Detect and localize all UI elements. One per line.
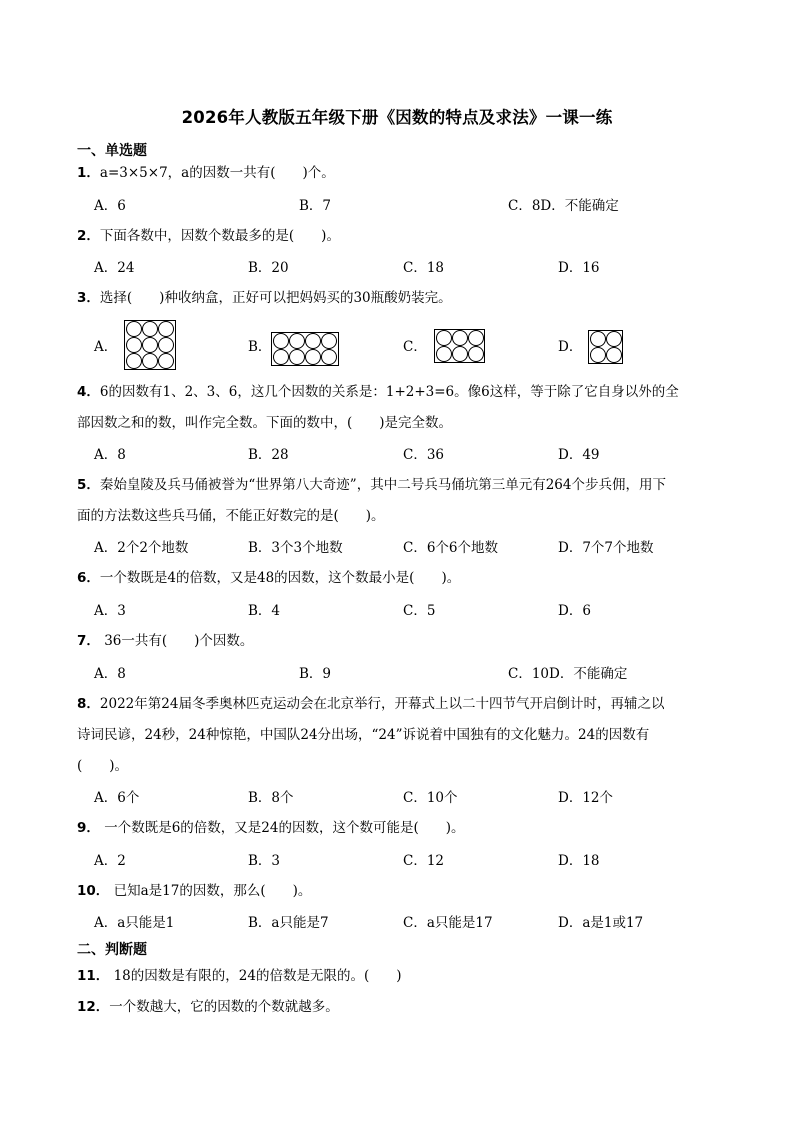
question-number: 2． [77,228,100,244]
option-a[interactable]: A．6 [94,198,126,214]
question-number: 3． [77,290,100,306]
question-8 [77,689,717,782]
option-d[interactable]: D．7个7个地数 [558,540,654,556]
option-b[interactable]: B．3个3个地数 [248,540,343,556]
storage-box-2x4-image [271,332,339,366]
option-d[interactable]: D．18 [558,853,600,869]
question-1 [77,158,717,189]
storage-box-2x3-image [434,329,485,363]
option-b[interactable]: B．9 [299,666,332,682]
storage-box-3x3-image [124,320,176,370]
question-7 [77,626,717,657]
question-number: 7． [77,633,100,649]
question-12 [77,992,717,1023]
option-b[interactable]: B．8个 [248,790,294,806]
option-c[interactable]: C．10个 [403,790,458,806]
option-c[interactable]: C．5 [403,603,436,619]
option-a[interactable]: A．8 [94,447,126,463]
question-10 [77,876,717,907]
question-number: 12． [77,999,110,1015]
question-text-line-3: ( )。 [77,758,129,774]
question-9 [77,813,717,844]
question-text-line-2: 面的方法数这些兵马俑，不能正好数完的是( )。 [77,508,385,524]
question-4 [77,377,717,439]
option-d[interactable]: D．49 [558,447,600,463]
option-b[interactable]: B． [248,339,272,355]
question-11 [77,961,717,992]
option-a[interactable]: A．8 [94,666,126,682]
option-c[interactable]: C．a只能是17 [403,915,493,931]
option-c[interactable]: C．18 [403,260,445,276]
option-a[interactable]: A．2 [94,853,126,869]
question-text: 选择( )种收纳盒，正好可以把妈妈买的30瓶酸奶装完。 [99,290,452,306]
question-6 [77,563,717,594]
option-b[interactable]: B．28 [248,447,289,463]
question-number: 6． [77,570,100,586]
option-a[interactable]: A．24 [94,260,135,276]
option-d[interactable]: D．16 [558,260,600,276]
question-2 [77,221,717,252]
question-text: 18的因数是有限的，24的倍数是无限的。( ) [109,968,402,984]
question-text: 下面各数中，因数个数最多的是( )。 [99,228,340,244]
option-c[interactable]: C．36 [403,447,445,463]
option-c[interactable]: C．8D．不能确定 [508,198,619,214]
option-b[interactable]: B．a只能是7 [248,915,329,931]
option-b[interactable]: B．4 [248,603,281,619]
option-a[interactable]: A．6个 [94,790,140,806]
question-number: 9． [77,820,100,836]
question-number: 10． [77,883,110,899]
question-number: 11． [77,968,110,984]
option-b[interactable]: B．7 [299,198,332,214]
option-c[interactable]: C．10D．不能确定 [508,666,628,682]
storage-box-2x2-image [588,330,623,364]
question-5 [77,470,717,532]
section-heading-single-choice: 一、单选题 [77,143,147,159]
page-title: 2026年人教版五年级下册《因数的特点及求法》一课一练 [181,108,613,127]
question-text: a=3×5×7，a的因数一共有( )个。 [99,165,335,181]
option-b[interactable]: B．20 [248,260,289,276]
section-heading-judge: 二、判断题 [77,942,147,958]
option-c[interactable]: C．6个6个地数 [403,540,499,556]
option-c[interactable]: C． [403,339,427,355]
question-text-line-1: 2022年第24届冬季奥林匹克运动会在北京举行，开幕式上以二十四节气开启倒计时，再辅之以 [99,696,665,712]
option-d[interactable]: D．12个 [558,790,614,806]
question-text: 一个数既是6的倍数，又是24的因数，这个数可能是( )。 [99,820,465,836]
question-text-line-1: 6的因数有1、2、3、6，这几个因数的关系是：1+2+3=6。像6这样，等于除了它自身以外的全 [99,384,679,400]
option-a[interactable]: A．2个2个地数 [94,540,189,556]
option-a[interactable]: A． [94,339,118,355]
option-a[interactable]: A．a只能是1 [94,915,175,931]
option-d[interactable]: D． [558,339,583,355]
option-d[interactable]: D．a是1或17 [558,915,644,931]
option-c[interactable]: C．12 [403,853,445,869]
question-number: 4． [77,384,100,400]
question-text-line-1: 秦始皇陵及兵马俑被誉为“世界第八大奇迹”，其中二号兵马俑坑第三单元有264个步兵佣，用下 [99,477,666,493]
question-text-line-2: 诗词民谚，24秒，24种惊艳，中国队24分出场，“24”诉说着中国独有的文化魅力。24的因数有 [77,727,650,743]
question-number: 1． [77,165,100,181]
option-a[interactable]: A．3 [94,603,126,619]
question-text: 36一共有( )个因数。 [99,633,254,649]
question-text-line-2: 部因数之和的数，叫作完全数。下面的数中，( )是完全数。 [77,415,453,431]
option-b[interactable]: B．3 [248,853,281,869]
option-d[interactable]: D．6 [558,603,591,619]
question-text: 已知a是17的因数，那么( )。 [109,883,312,899]
question-number: 8． [77,696,100,712]
question-text: 一个数越大，它的因数的个数就越多。 [109,999,339,1015]
question-number: 5． [77,477,100,493]
question-3 [77,283,717,314]
question-text: 一个数既是4的倍数，又是48的因数，这个数最小是( )。 [99,570,461,586]
